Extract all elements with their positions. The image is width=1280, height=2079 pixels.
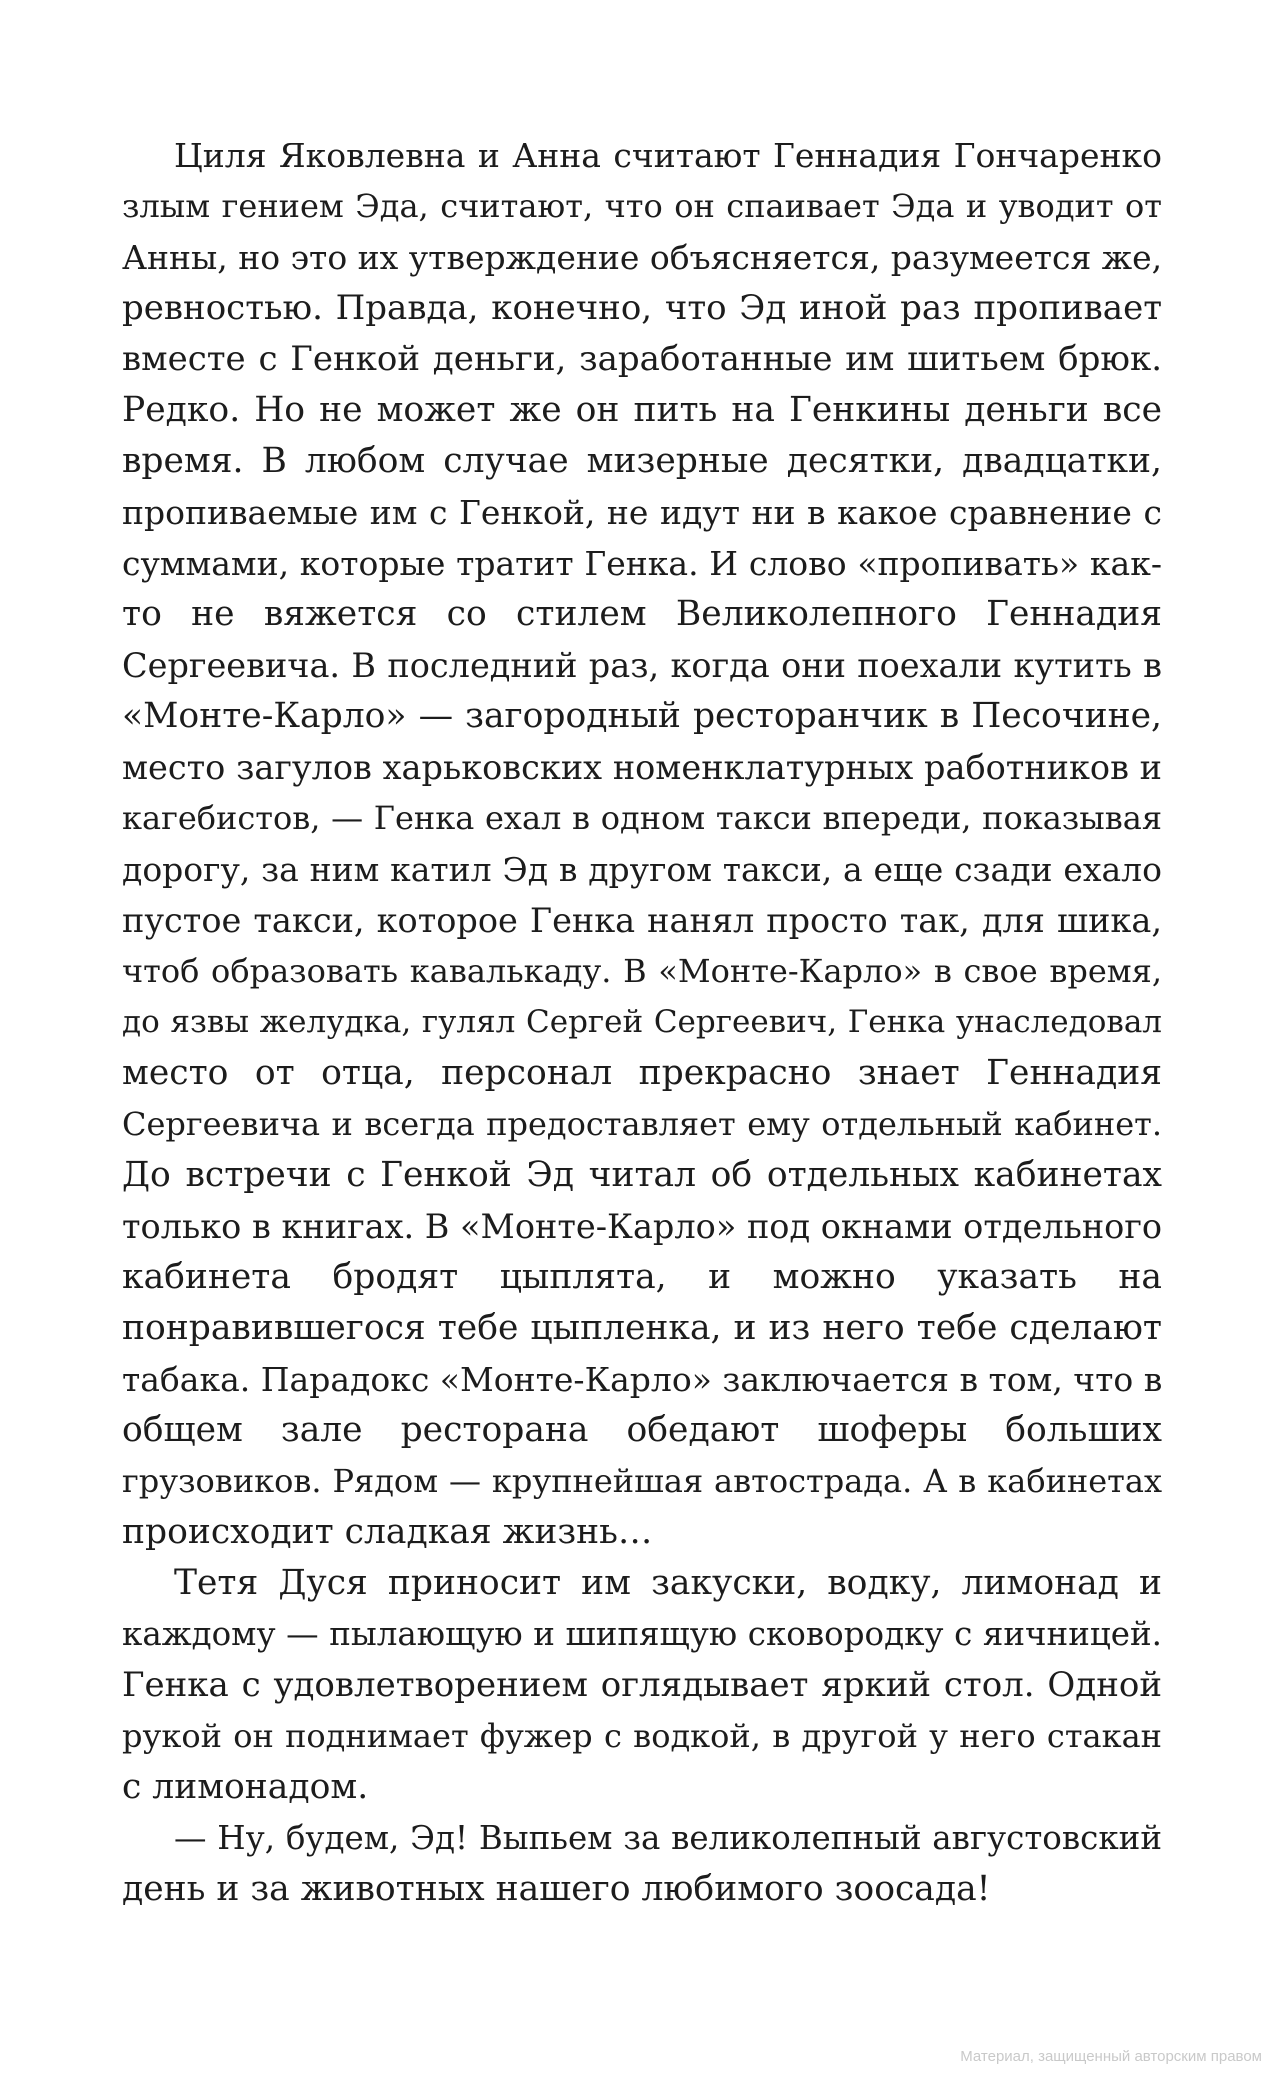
- text-line: место загулов харьковских номенклатурных работников и: [122, 748, 1162, 787]
- text-line: чтоб образовать кавалькаду. В «Монте-Карло» в свое время,: [122, 952, 1162, 990]
- text-line: табака. Парадокс «Монте-Карло» заключается в том, что в: [122, 1360, 1163, 1399]
- paragraph: [122, 1558, 1162, 1813]
- copyright-watermark: Материал, защищенный авторским правом: [960, 2048, 1262, 2065]
- text-line: пустое такси, которое Генка нанял просто так, для шика,: [122, 901, 1162, 940]
- text-line: — Ну, будем, Эд! Выпьем за великолепный августовский: [174, 1819, 1162, 1857]
- text-line: злым гением Эда, считают, что он спаивает Эда и уводит от: [122, 187, 1162, 225]
- text-line: только в книгах. В «Монте-Карло» под окнами отдельного: [122, 1207, 1163, 1246]
- text-line: Сергеевича. В последний раз, когда они поехали кутить в: [122, 646, 1162, 685]
- book-page-text: [122, 130, 1162, 1915]
- paragraph: [122, 1813, 1162, 1915]
- text-line: происходит сладкая жизнь…: [122, 1512, 653, 1552]
- text-line: рукой он поднимает фужер с водкой, в другой у него стакан: [122, 1717, 1162, 1755]
- text-line: Циля Яковлевна и Анна считают Геннадия Гончаренко: [174, 136, 1162, 175]
- text-line: кабинета бродят цыплята, и можно указать на: [122, 1257, 1162, 1297]
- text-line: Сергеевича и всегда предоставляет ему отдельный кабинет.: [122, 1105, 1162, 1143]
- text-line: время. В любом случае мизерные десятки, двадцатки,: [122, 441, 1162, 481]
- paragraph: [122, 130, 1162, 1558]
- text-line: Редко. Но не может же он пить на Генкины деньги все: [122, 390, 1162, 430]
- text-line: пропиваемые им с Генкой, не идут ни в какое сравнение с: [122, 493, 1162, 532]
- text-line: день и за животных нашего любимого зоосада!: [122, 1869, 991, 1909]
- text-line: Тетя Дуся приносит им закуски, водку, лимонад и: [174, 1563, 1162, 1603]
- text-line: то не вяжется со стилем Великолепного Геннадия: [122, 594, 1162, 634]
- text-line: кагебистов, — Генка ехал в одном такси впереди, показывая: [122, 799, 1162, 837]
- text-line: с лимонадом.: [122, 1767, 369, 1807]
- text-line: До встречи с Генкой Эд читал об отдельных кабинетах: [122, 1155, 1162, 1195]
- text-line: Анны, но это их утверждение объясняется, разумеется же,: [122, 238, 1163, 277]
- text-line: общем зале ресторана обедают шоферы больших: [122, 1410, 1162, 1450]
- text-line: место от отца, персонал прекрасно знает Геннадия: [122, 1053, 1162, 1093]
- text-line: дорогу, за ним катил Эд в другом такси, а еще сзади ехало: [122, 850, 1162, 889]
- text-line: Генка с удовлетворением оглядывает яркий стол. Одной: [122, 1665, 1162, 1705]
- text-line: до язвы желудка, гулял Сергей Сергеевич, Генка унаследовал: [122, 1004, 1162, 1040]
- text-line: вместе с Генкой деньги, заработанные им шитьем брюк.: [122, 339, 1162, 379]
- text-line: ревностью. Правда, конечно, что Эд иной раз пропивает: [122, 288, 1162, 328]
- text-line: понравившегося тебе цыпленка, и из него тебе сделают: [122, 1308, 1162, 1348]
- text-line: грузовиков. Рядом — крупнейшая автострада. А в кабинетах: [122, 1462, 1162, 1500]
- text-line: суммами, которые тратит Генка. И слово «пропивать» как-: [122, 544, 1162, 583]
- text-line: «Монте-Карло» — загородный ресторанчик в Песочине,: [122, 696, 1162, 736]
- text-line: каждому — пылающую и шипящую сковородку с яичницей.: [122, 1615, 1162, 1653]
